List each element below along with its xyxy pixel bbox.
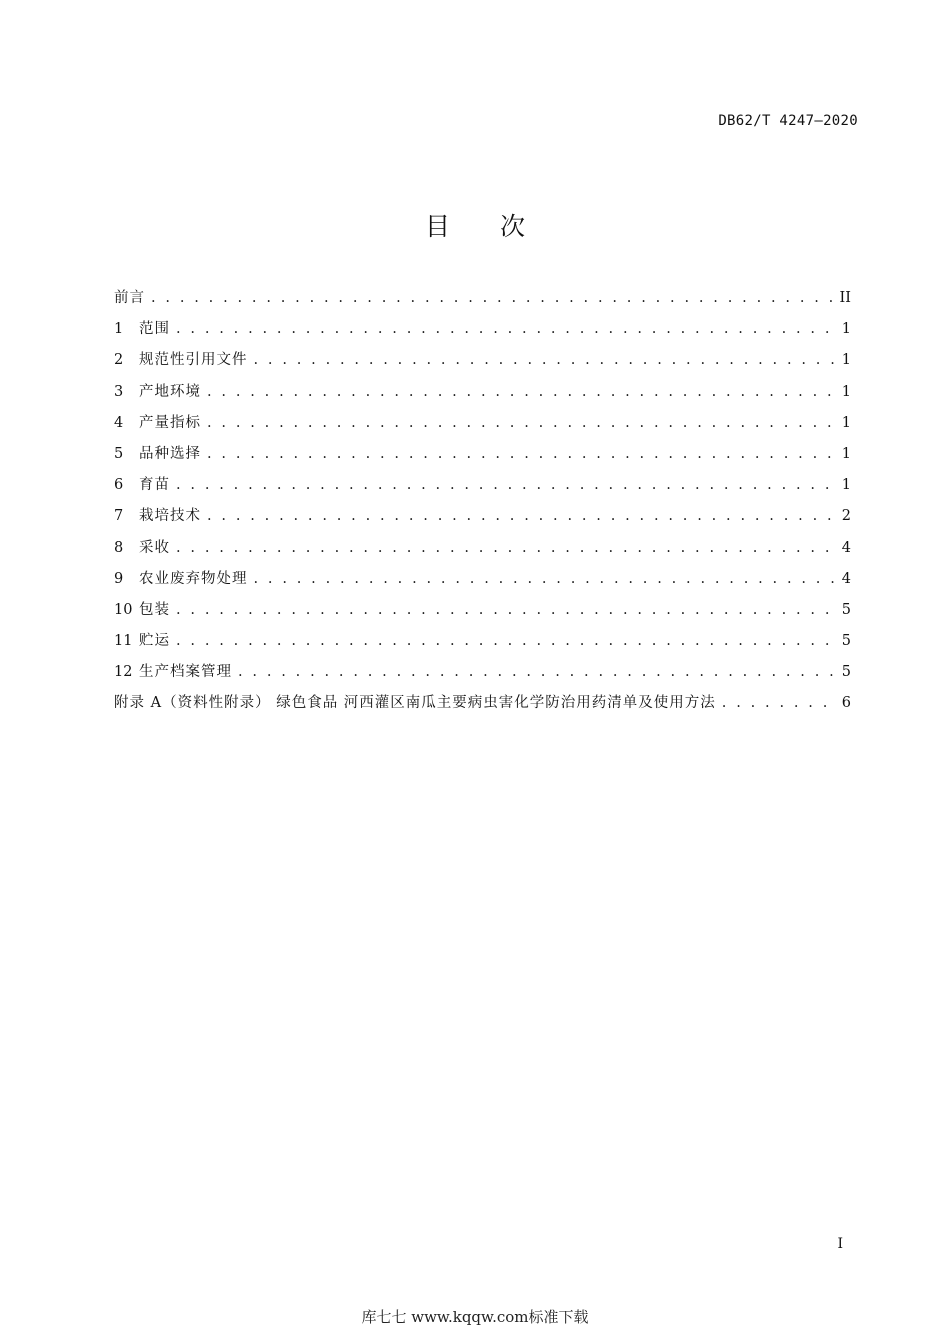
toc-entry-title: 采收 xyxy=(139,539,170,556)
toc-dot-leader xyxy=(207,505,835,527)
footer-watermark: 库七七 www.kqqw.com标准下载 xyxy=(361,1308,589,1326)
toc-entry-appendix-a[interactable] xyxy=(114,692,851,723)
page-title: 目次 xyxy=(424,212,575,241)
toc-entry-page: 4 xyxy=(841,570,851,587)
toc-entry-7[interactable] xyxy=(114,505,851,536)
standard-code: DB62/T 4247—2020 xyxy=(718,113,858,129)
toc-entry-4[interactable] xyxy=(114,412,851,443)
page-number: I xyxy=(837,1236,843,1252)
toc-entry-title: 农业废弃物处理 xyxy=(139,570,248,587)
toc-entry-page: 5 xyxy=(841,633,851,650)
toc-dot-leader xyxy=(176,318,835,340)
toc-dot-leader xyxy=(207,443,835,465)
toc-entry-9[interactable] xyxy=(114,568,851,599)
toc-entry-8[interactable] xyxy=(114,537,851,568)
toc-entry-page: 5 xyxy=(841,664,851,681)
toc-entry-title: 产地环境 xyxy=(139,383,201,400)
toc-entry-number: 1 xyxy=(114,321,124,338)
toc-entry-title: 贮运 xyxy=(139,633,170,650)
toc-entry-page: 1 xyxy=(841,477,851,494)
toc-entry-page: 1 xyxy=(841,445,851,462)
toc-entry-number: 11 xyxy=(114,633,133,650)
toc-entry-number: 7 xyxy=(114,508,124,525)
toc-entry-page: 5 xyxy=(841,601,851,618)
toc-entry-number: 4 xyxy=(114,414,124,431)
toc-entry-6[interactable] xyxy=(114,474,851,505)
toc-entry-number: 12 xyxy=(114,664,133,681)
toc-entry-title: 栽培技术 xyxy=(139,508,201,525)
toc-entry-12[interactable] xyxy=(114,661,851,692)
toc-entry-11[interactable] xyxy=(114,630,851,661)
toc-entry-number: 10 xyxy=(114,601,133,618)
toc-entry-title: 育苗 xyxy=(139,477,170,494)
toc-dot-leader xyxy=(176,474,835,496)
toc-entry-title: 生产档案管理 xyxy=(139,664,232,681)
toc-dot-leader xyxy=(254,349,836,371)
toc-entry-number: 2 xyxy=(114,352,124,369)
toc-entry-5[interactable] xyxy=(114,443,851,474)
toc-entry-page: 1 xyxy=(841,383,851,400)
table-of-contents xyxy=(114,287,851,724)
toc-entry-3[interactable] xyxy=(114,381,851,412)
toc-entry-10[interactable] xyxy=(114,599,851,630)
toc-entry-page: 1 xyxy=(841,321,851,338)
toc-entry-title: 规范性引用文件 xyxy=(139,352,248,369)
toc-dot-leader xyxy=(151,287,834,309)
toc-dot-leader xyxy=(207,412,835,434)
toc-entry-title: 品种选择 xyxy=(139,445,201,462)
toc-entry-page: 6 xyxy=(841,695,851,712)
toc-entry-1[interactable] xyxy=(114,318,851,349)
toc-entry-page: 1 xyxy=(841,352,851,369)
toc-dot-leader xyxy=(176,537,835,559)
toc-dot-leader xyxy=(207,381,835,403)
toc-entry-page: 2 xyxy=(841,508,851,525)
toc-dot-leader xyxy=(176,599,835,621)
toc-entry-title: 前言 xyxy=(114,290,145,306)
toc-dot-leader xyxy=(176,630,835,652)
toc-entry-number: 8 xyxy=(114,539,124,556)
toc-entry-title: 包装 xyxy=(139,601,170,618)
toc-entry-number: 9 xyxy=(114,570,124,587)
toc-entry-title: 附录 A（资料性附录） 绿色食品 河西灌区南瓜主要病虫害化学防治用药清单及使用方法 xyxy=(114,695,716,712)
toc-dot-leader xyxy=(722,692,835,714)
toc-entry-page: 1 xyxy=(841,414,851,431)
toc-entry-title: 产量指标 xyxy=(139,414,201,431)
toc-entry-number: 5 xyxy=(114,445,124,462)
toc-entry-number: 3 xyxy=(114,383,124,400)
toc-dot-leader xyxy=(238,661,835,683)
toc-entry-foreword[interactable] xyxy=(114,287,851,318)
toc-entry-title: 范围 xyxy=(139,321,170,338)
toc-entry-number: 6 xyxy=(114,477,124,494)
toc-dot-leader xyxy=(254,568,836,590)
toc-entry-page: II xyxy=(839,290,851,306)
toc-entry-page: 4 xyxy=(841,539,851,556)
toc-entry-2[interactable] xyxy=(114,349,851,380)
